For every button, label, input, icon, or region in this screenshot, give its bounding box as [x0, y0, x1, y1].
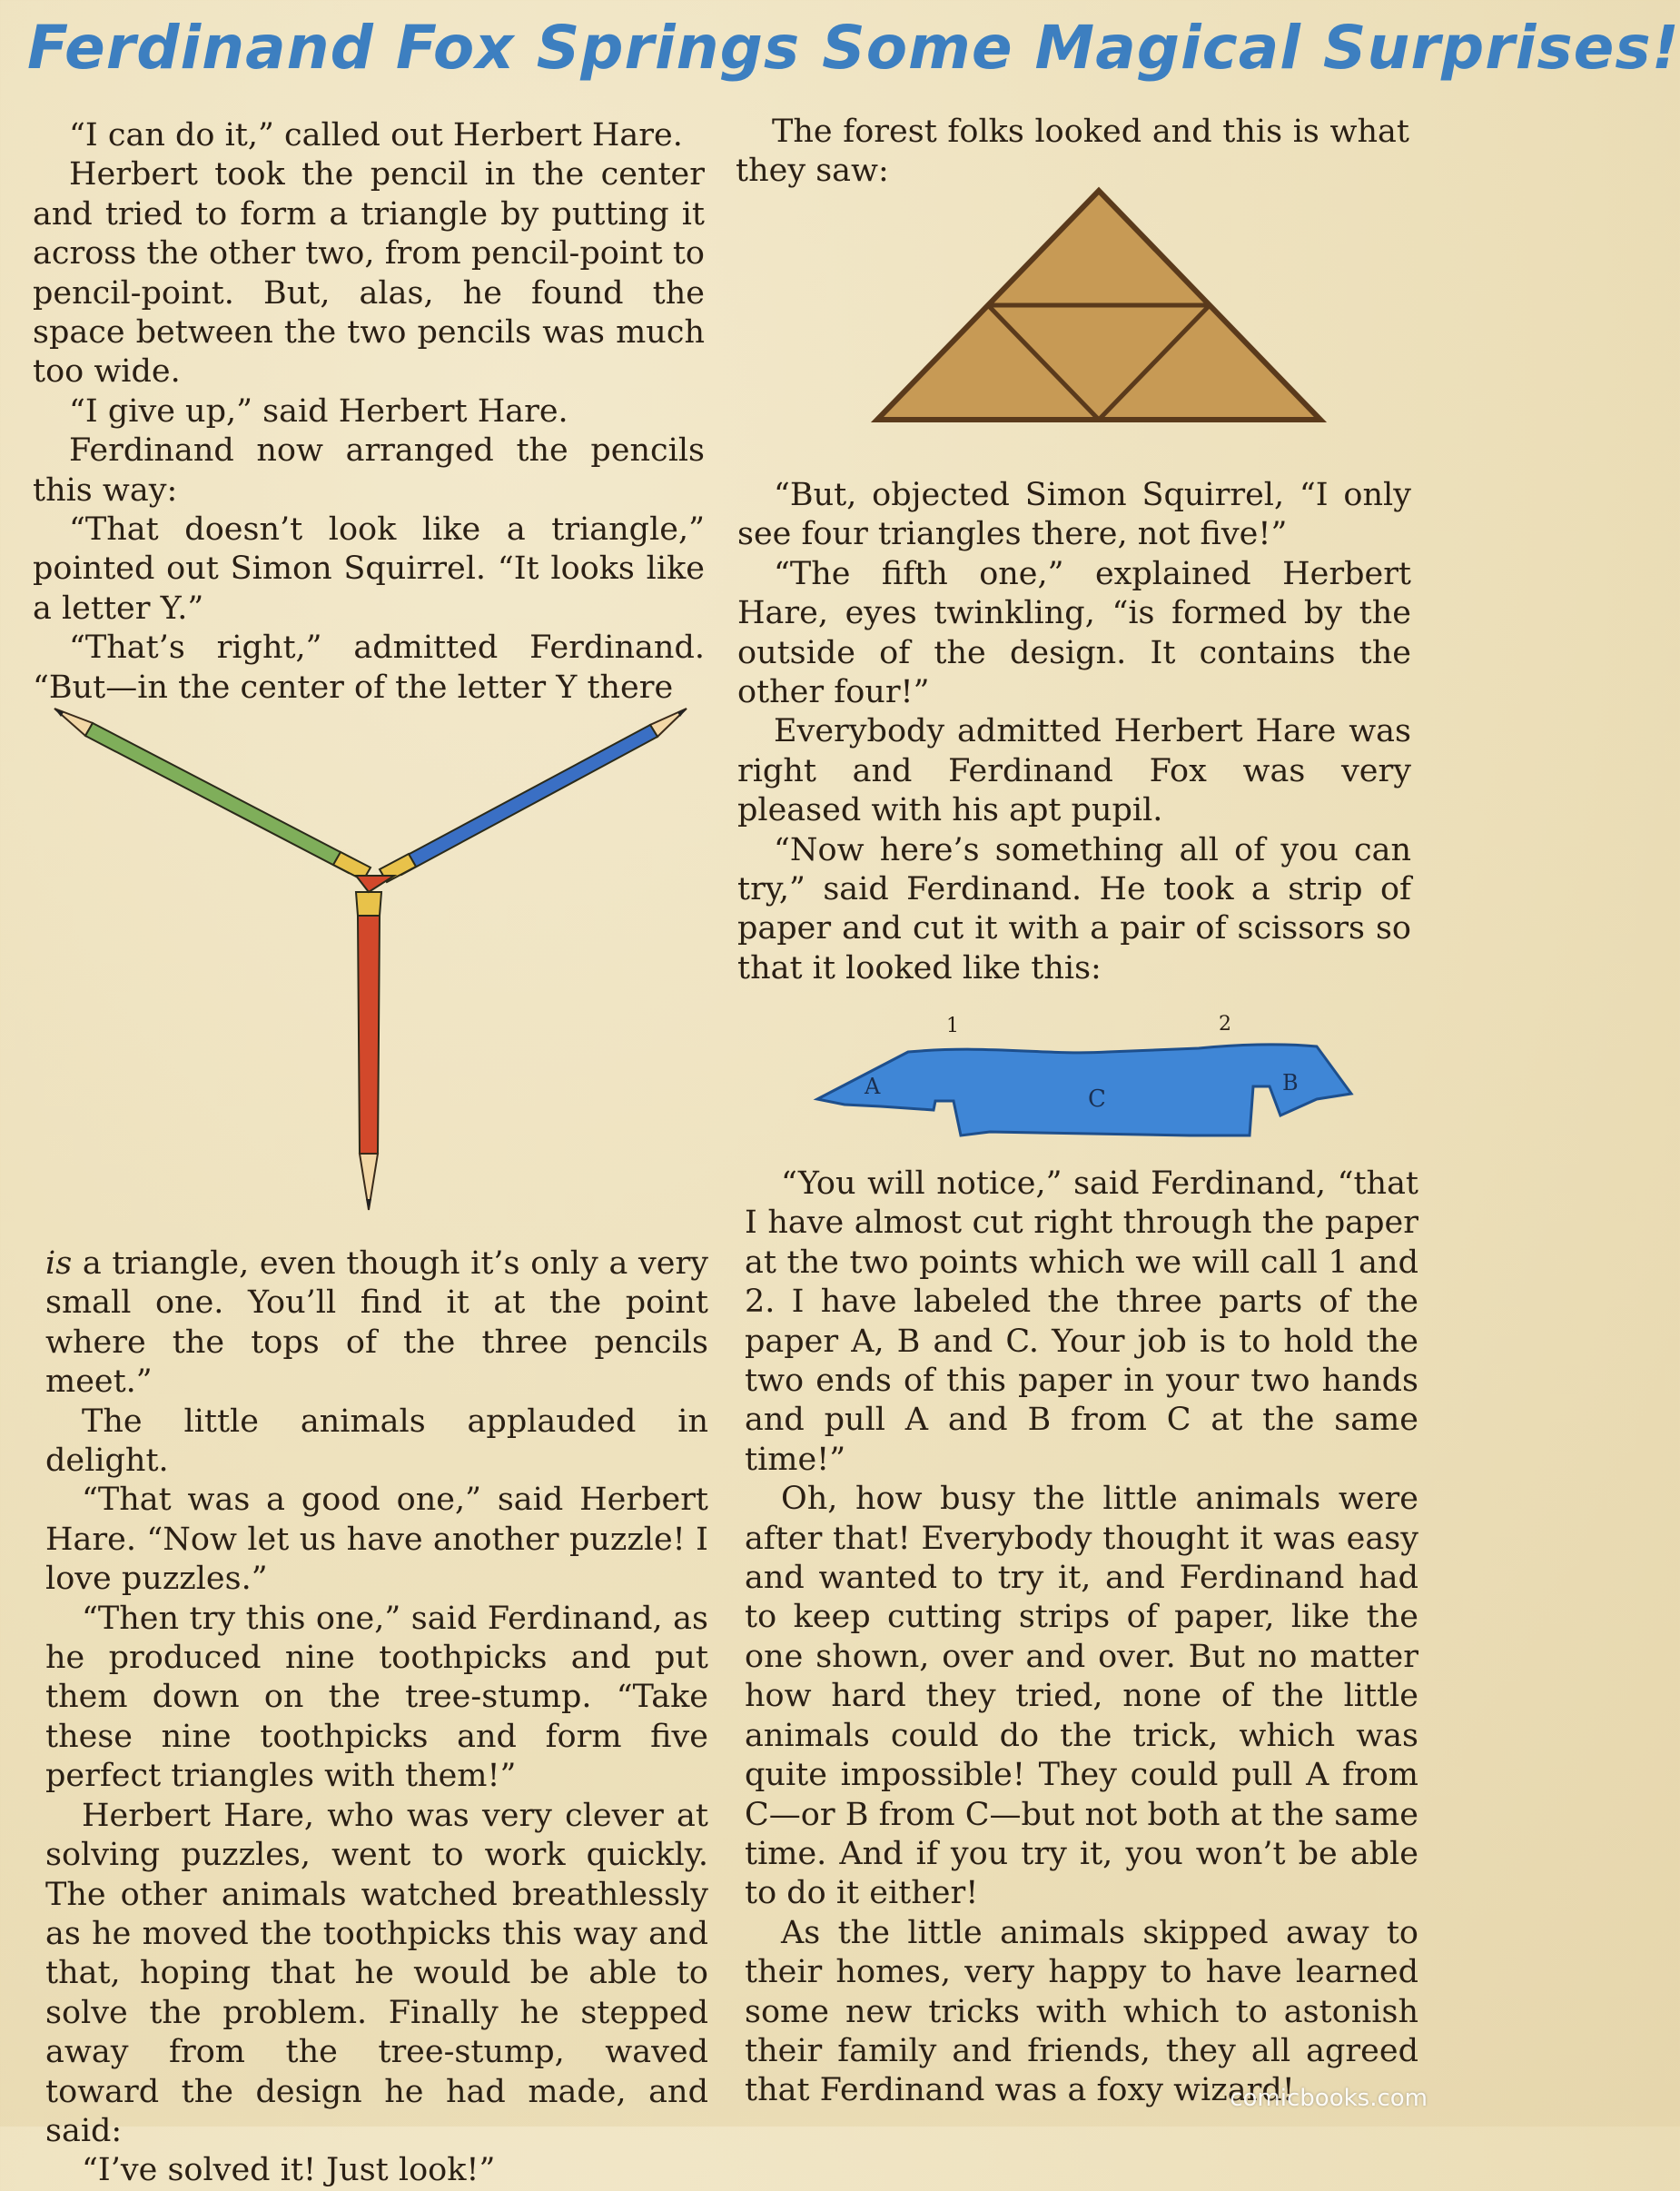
paragraph: “Now here’s something all of you can try,” said Ferdinand. He took a strip of paper and cut it with a pair of scissors so that it looked like this: — [737, 831, 1411, 986]
paragraph: The little animals applauded in delight. — [45, 1403, 708, 1480]
right-column-bottom-text — [745, 1165, 1418, 2111]
paragraph: “I give up,” said Herbert Hare. — [69, 392, 568, 430]
paragraph: “That’s right,” admitted Ferdinand. “But—in the center of the letter Y there — [33, 630, 705, 706]
paragraph: As the little animals skipped away to their homes, very happy to have learned some new tricks with which to astonish their family and friends, they all agreed that Ferdinand was a foxy wizard! — [745, 1914, 1418, 2109]
paragraph: “But, objected Simon Squirrel, “I only see four triangles there, not five!” — [737, 477, 1411, 553]
label-b: B — [1282, 1070, 1299, 1096]
continuation-text: a triangle, even though it’s only a very small one. You’ll find it at the point where the tops of the three pencils meet.” — [45, 1245, 708, 1401]
label-c: C — [1088, 1086, 1106, 1113]
paper-strip — [817, 1045, 1351, 1135]
left-column-top-text — [33, 116, 705, 708]
paragraph: “The fifth one,” explained Herbert Hare, eyes twinkling, “is formed by the outside of the design. It contains the other four!” — [737, 555, 1411, 711]
label-1: 1 — [946, 1015, 959, 1037]
paragraph: “You will notice,” said Ferdinand, “that I have almost cut right through the paper at the two points which we will call 1 and 2. I have labeled the three parts of the paper A, B and C. Your job is to hold the two ends of this paper in your two hands and pull A and B from C at the same time!” — [745, 1165, 1418, 1478]
label-2: 2 — [1219, 1013, 1231, 1036]
red-pencil — [356, 892, 381, 1210]
page-title: Ferdinand Fox Springs Some Magical Surprises! — [27, 13, 1680, 83]
watermark: comicbooks.com — [1230, 2085, 1428, 2112]
paragraph: The forest folks looked and this is what they saw: — [736, 114, 1409, 190]
paragraph-continuation — [45, 1244, 708, 1403]
green-pencil — [54, 709, 371, 880]
paragraph: Everybody admitted Herbert Hare was right and Ferdinand Fox was very pleased with his apt pupil. — [737, 713, 1411, 829]
paragraph: “I’ve solved it! Just look!” — [82, 2152, 496, 2189]
paragraph: Ferdinand now arranged the pencils this way: — [33, 432, 705, 509]
left-column-bottom-text — [45, 1244, 708, 2191]
paragraph: Herbert took the pencil in the center and tried to form a triangle by putting it across the other two, from pencil-point to pencil-point. But, alas, he found the space between the two pencils was much too wide. — [33, 156, 705, 391]
toothpick-triangles-illustration — [863, 182, 1335, 427]
paragraph: “That was a good one,” said Herbert Hare. “Now let us have another puzzle! I love puzzles.” — [45, 1482, 708, 1598]
paragraph: Oh, how busy the little animals were after that! Everybody thought it was easy and wanted to try it, and Ferdinand had to keep cutting strips of paper, like the one shown, over and over. But no matter how hard they tried, none of the little animals could do the trick, which was quite impossible! They could pull A from C—or B from C—but not both at the same time. And if you try it, you won’t be able to do it either! — [745, 1481, 1418, 1912]
paragraph: Herbert Hare, who was very clever at solving puzzles, went to work quickly. The other animals watched breathlessly as he moved the toothpicks this way and that, hoping that he would be able to solve the problem. Finally he stepped away from the tree-stump, waved toward the design he had made, and said: — [45, 1797, 708, 2149]
small-center-triangle — [356, 876, 394, 892]
paragraph: “Then try this one,” said Ferdinand, as he produced nine toothpicks and put them down on the tree-stump. “Take these nine toothpicks and form five perfect triangles with them!” — [45, 1600, 708, 1795]
pencils-y-illustration — [36, 690, 708, 1226]
paragraph: “That doesn’t look like a triangle,” pointed out Simon Squirrel. “It looks like a letter Y.” — [33, 511, 705, 627]
right-column-middle-text — [737, 476, 1411, 988]
emphasis-word: is — [45, 1245, 73, 1282]
paragraph: “I can do it,” called out Herbert Hare. — [69, 117, 683, 154]
right-column-top-text — [736, 113, 1409, 192]
label-a: A — [865, 1074, 881, 1099]
paper-strip-illustration — [808, 999, 1353, 1163]
blue-pencil — [380, 709, 687, 882]
